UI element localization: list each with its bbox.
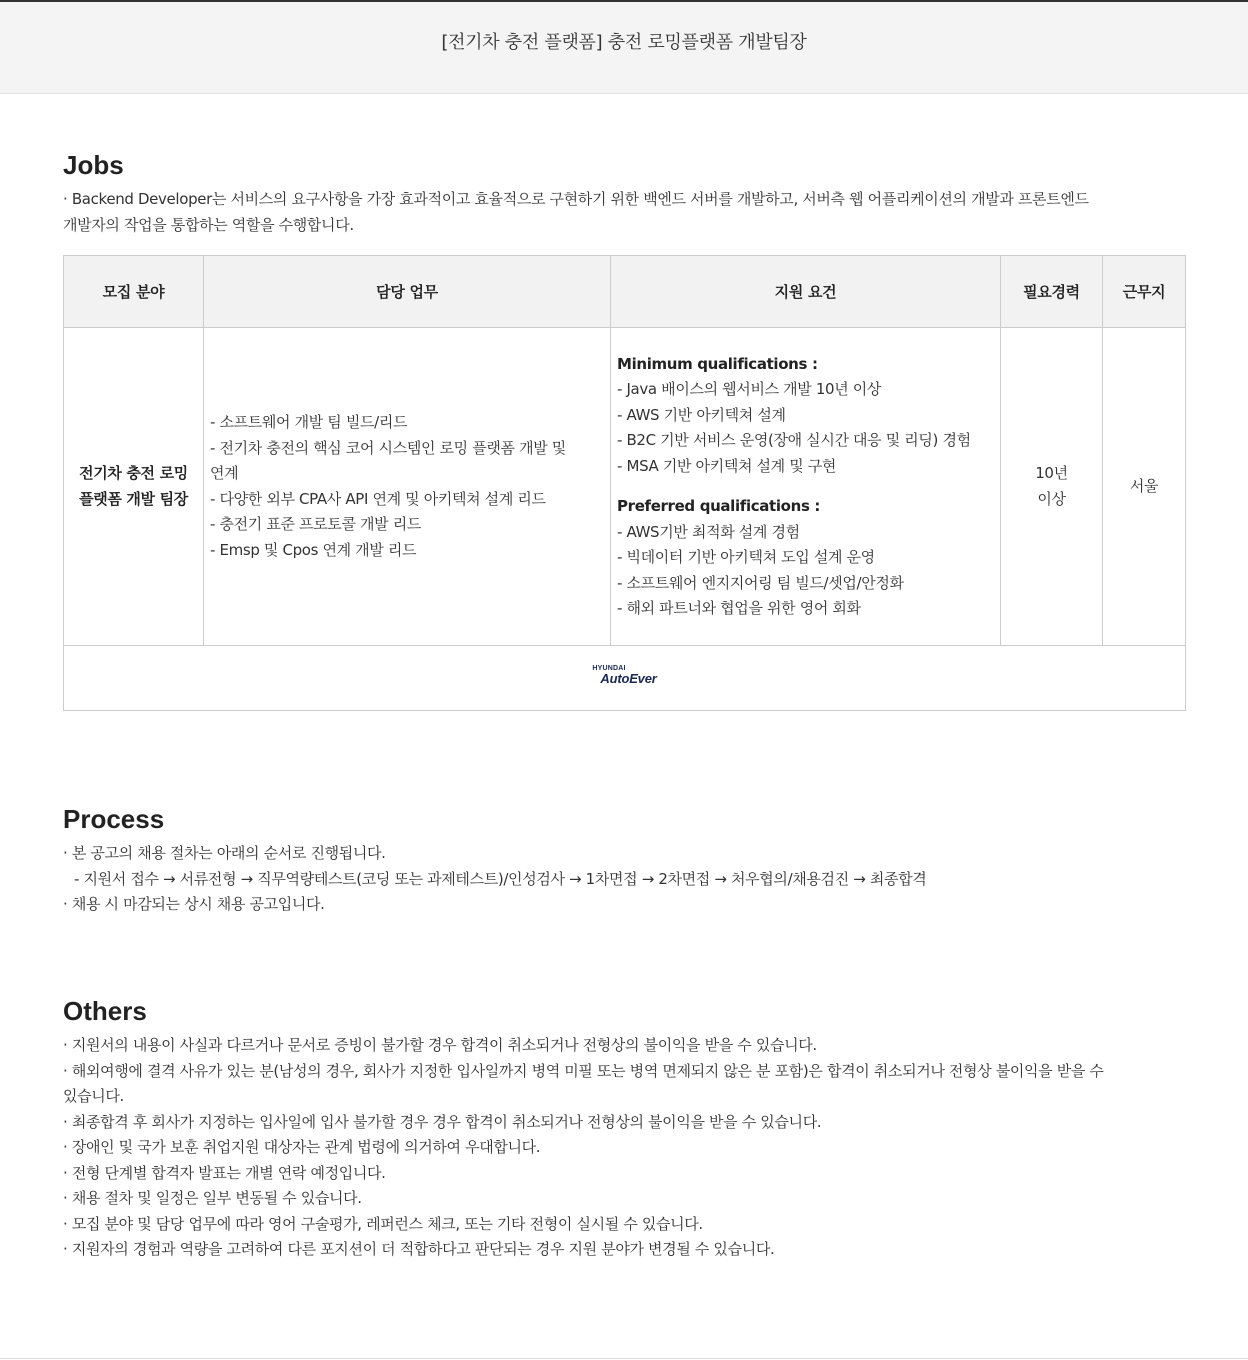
logo-top-text: HYUNDAI — [592, 664, 626, 672]
others-line: · 전형 단계별 합격자 발표는 개별 연락 예정입니다. — [63, 1163, 386, 1182]
others-description — [63, 1033, 1104, 1263]
duty-item: - 다양한 외부 CPA사 API 연계 및 아키텍쳐 설계 리드 — [210, 489, 546, 508]
duty-item: - Emsp 및 Cpos 연계 개발 리드 — [210, 540, 417, 559]
spacer — [617, 479, 994, 494]
process-steps-line: - 지원서 접수 → 서류전형 → 직무역량테스트(코딩 또는 과제테스트)/인성검사 → 1차면접 → 2차면접 → 처우협의/채용검진 → 최종합격 — [74, 869, 927, 888]
duty-item: - 충전기 표준 프로토콜 개발 리드 — [210, 515, 421, 533]
duty-item: 연계 — [210, 464, 239, 482]
header-requirements: 지원 요건 — [611, 256, 1001, 328]
cell-duties — [204, 328, 611, 646]
bottom-divider — [0, 1358, 1248, 1359]
preferred-qualification-item: - 빅데이터 기반 아키텍쳐 도입 설계 운영 — [617, 548, 875, 566]
logo-main-text: AutoEver — [600, 670, 657, 686]
experience-line: 10년 — [1035, 464, 1068, 482]
others-heading: Others — [63, 996, 147, 1026]
process-description — [63, 841, 926, 918]
cell-field — [64, 328, 204, 646]
jobs-description — [63, 187, 1089, 238]
header-field: 모집 분야 — [64, 256, 204, 328]
jobs-table — [63, 255, 1186, 711]
hyundai-autoever-logo — [592, 665, 656, 685]
preferred-qualification-item: - 해외 파트너와 협업을 위한 영어 회화 — [617, 599, 861, 617]
table-header-row — [64, 256, 1186, 328]
jobs-description-line: 개발자의 작업을 통합하는 역할을 수행합니다. — [63, 215, 354, 234]
process-line: · 본 공고의 채용 절차는 아래의 순서로 진행됩니다. — [63, 844, 386, 862]
jobs-heading: Jobs — [63, 150, 124, 180]
others-line: · 지원서의 내용이 사실과 다르거나 문서로 증빙이 불가할 경우 합격이 취소되거나 전형상의 불이익을 받을 수 있습니다. — [63, 1036, 817, 1054]
preferred-qualification-item: - AWS기반 최적화 설계 경험 — [617, 522, 800, 541]
header-duties: 담당 업무 — [204, 256, 611, 328]
process-heading: Process — [63, 804, 165, 834]
minimum-qualifications-heading: Minimum qualifications : — [617, 354, 818, 373]
others-line: 있습니다. — [63, 1087, 124, 1105]
others-line: · 지원자의 경험과 역량을 고려하여 다른 포지션이 더 적합하다고 판단되는 경우 지원 분야가 변경될 수 있습니다. — [63, 1240, 775, 1258]
duty-item: - 소프트웨어 개발 팀 빌드/리드 — [210, 413, 408, 431]
others-line: · 모집 분야 및 담당 업무에 따라 영어 구술평가, 레퍼런스 체크, 또는 기타 전형이 실시될 수 있습니다. — [63, 1214, 703, 1233]
duty-item: - 전기차 충전의 핵심 코어 시스템인 로밍 플랫폼 개발 및 — [210, 438, 566, 457]
table-row — [64, 328, 1186, 646]
others-line: · 채용 절차 및 일정은 일부 변동될 수 있습니다. — [63, 1189, 362, 1207]
others-line: · 해외여행에 결격 사유가 있는 분(남성의 경우, 회사가 지정한 입사일까지 병역 미필 또는 병역 면제되지 않은 분 포함)은 합격이 취소되거나 전형상 불이익을 받을 수 — [63, 1061, 1104, 1080]
field-line: 플랫폼 개발 팀장 — [79, 489, 188, 508]
cell-experience — [1001, 328, 1103, 646]
process-line: · 채용 시 마감되는 상시 채용 공고입니다. — [63, 895, 325, 913]
job-title-banner — [0, 2, 1248, 94]
minimum-qualification-item: - AWS 기반 아키텍쳐 설계 — [617, 405, 786, 424]
minimum-qualification-item: - B2C 기반 서비스 운영(장애 실시간 대응 및 리딩) 경험 — [617, 431, 971, 449]
minimum-qualification-item: - Java 배이스의 웹서비스 개발 10년 이상 — [617, 380, 882, 398]
preferred-qualification-item: - 소프트웨어 엔지지어링 팀 빌드/셋업/안정화 — [617, 573, 904, 592]
cell-requirements — [611, 328, 1001, 646]
cell-location: 서울 — [1103, 328, 1186, 646]
preferred-qualifications-heading: Preferred qualifications : — [617, 497, 821, 515]
others-line: · 장애인 및 국가 보훈 취업지원 대상자는 관계 법령에 의거하여 우대합니다. — [63, 1138, 541, 1156]
logo-cell — [64, 646, 1186, 711]
header-location: 근무지 — [1103, 256, 1186, 328]
jobs-description-line: · Backend Developer는 서비스의 요구사항을 가장 효과적이고 효율적으로 구현하기 위한 백엔드 서버를 개발하고, 서버측 웹 어플리케이션의 개발과 프론트엔드 — [63, 190, 1089, 208]
header-experience: 필요경력 — [1001, 256, 1103, 328]
job-title: [전기차 충전 플랫폼] 충전 로밍플랫폼 개발팀장 — [441, 32, 807, 53]
field-line: 전기차 충전 로밍 — [79, 464, 188, 482]
experience-line: 이상 — [1037, 489, 1066, 508]
minimum-qualification-item: - MSA 기반 아키텍쳐 설계 및 구현 — [617, 456, 837, 475]
others-line: · 최종합격 후 회사가 지정하는 입사일에 입사 불가할 경우 경우 합격이 취소되거나 전형상의 불이익을 받을 수 있습니다. — [63, 1112, 822, 1131]
logo-row — [64, 646, 1186, 711]
